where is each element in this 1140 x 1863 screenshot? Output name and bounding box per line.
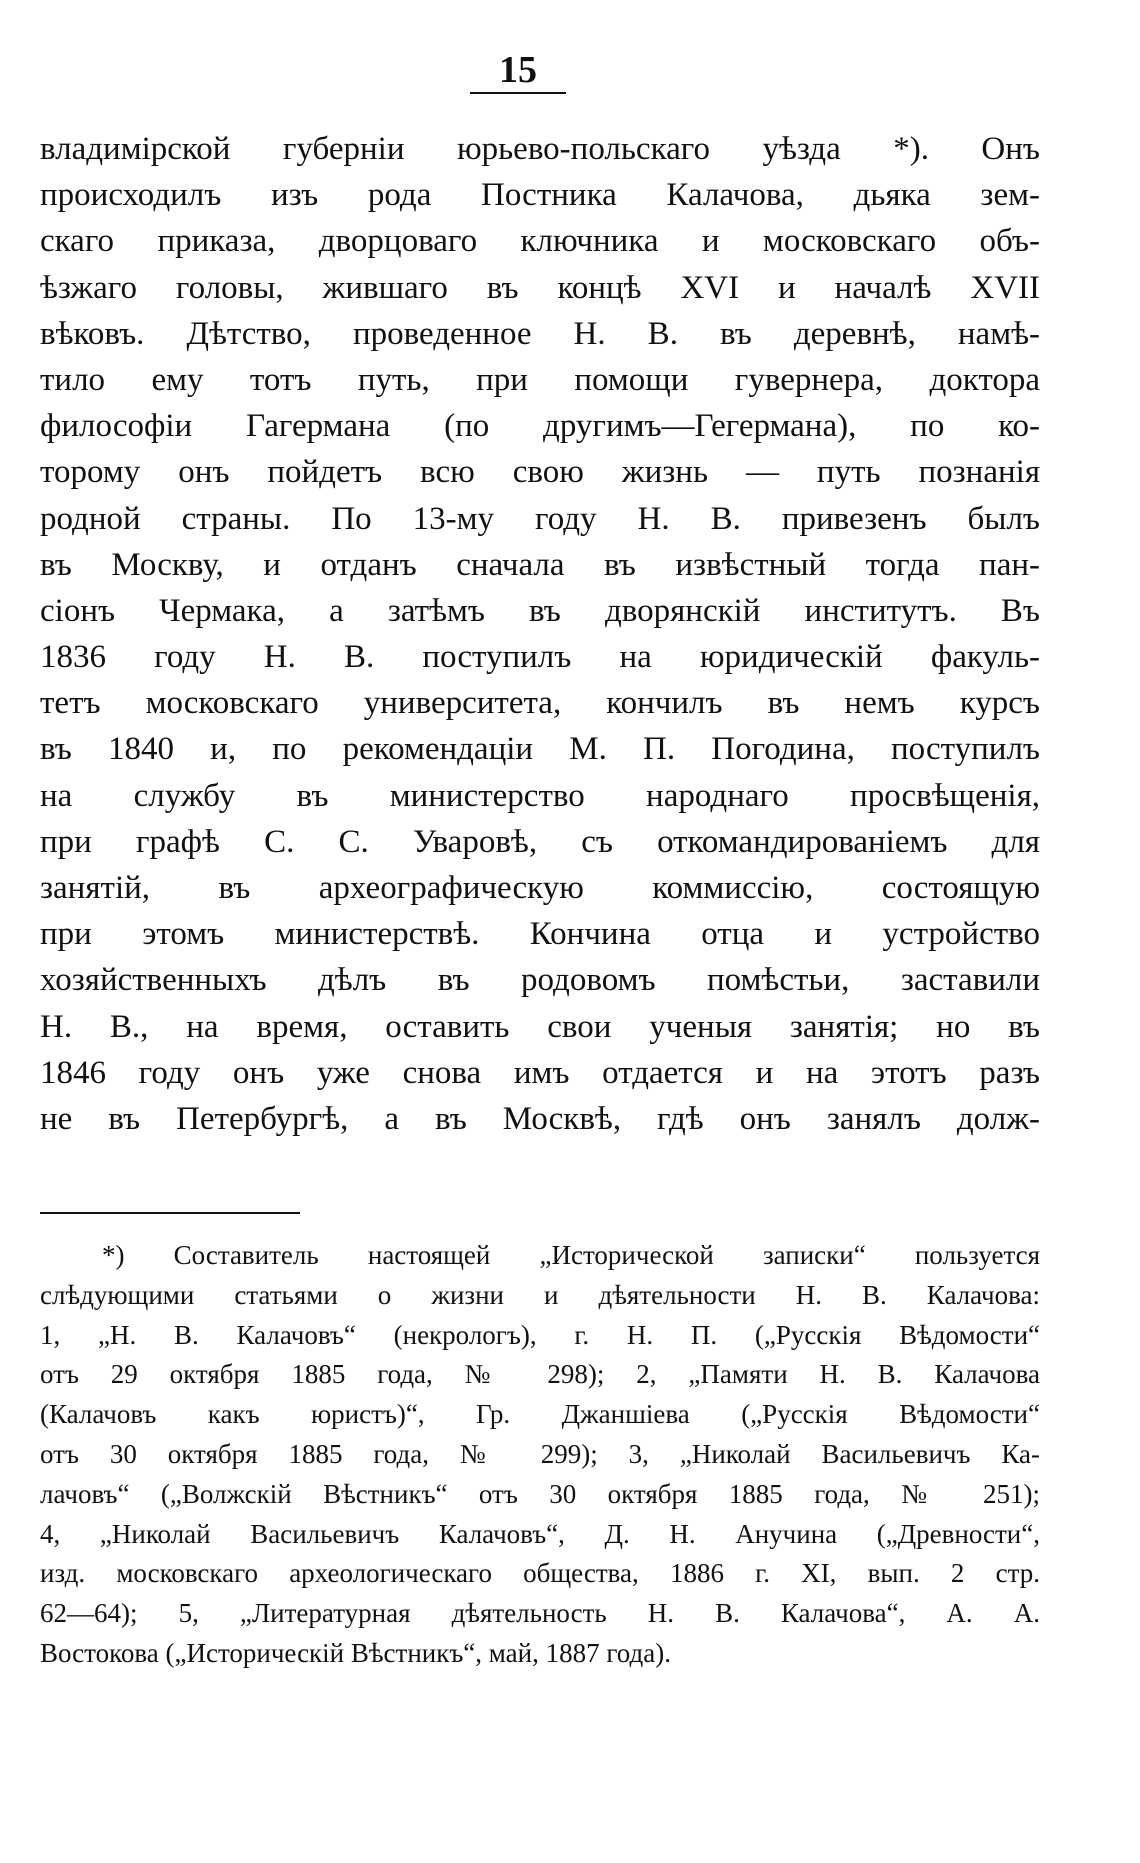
footnote-line: отъ 29 октября 1885 года, № 298); 2, „Памяти Н. В. Калачова (40, 1359, 1040, 1390)
footnote-line: изд. московскаго археологическаго общества, 1886 г. XI, вып. 2 стр. (40, 1558, 1040, 1589)
main-text (40, 126, 1040, 1142)
footnote (40, 1236, 1040, 1674)
text-line: торому онъ пойдетъ всю свою жизнь — путь познанія (40, 454, 1040, 491)
text-line: ѣзжаго головы, жившаго въ концѣ XVI и началѣ XVII (40, 269, 1040, 306)
footnote-line: Востокова („Историческій Вѣстникъ“, май, 1887 года). (40, 1637, 671, 1668)
text-line: владимірской губерніи юрьево-польскаго уѣзда *). Онъ (40, 131, 1040, 167)
text-line: происходилъ изъ рода Постника Калачова, дьяка зем- (40, 177, 1040, 214)
text-line: родной страны. По 13-му году Н. В. привезенъ былъ (40, 500, 1040, 537)
footnote-line: отъ 30 октября 1885 года, № 299); 3, „Николай Васильевичъ Ка- (40, 1438, 1040, 1469)
text-line: скаго приказа, дворцоваго ключника и московскаго объ- (40, 223, 1040, 260)
footnote-line: лачовъ“ („Волжскій Вѣстникъ“ отъ 30 октября 1885 года, № 251); (40, 1478, 1040, 1509)
text-line: сіонъ Чермака, а затѣмъ въ дворянскій институтъ. Въ (40, 592, 1040, 629)
text-line: въ Москву, и отданъ сначала въ извѣстный тогда пан- (40, 546, 1040, 583)
footnote-line: 62—64); 5, „Литературная дѣятельность Н. В. Калачова“, А. А. (40, 1598, 1040, 1629)
footnote-line: слѣдующими статьями о жизни и дѣятельности Н. В. Калачова: (40, 1279, 1040, 1310)
text-line: 1836 году Н. В. поступилъ на юридическій факуль- (40, 639, 1040, 676)
text-line: не въ Петербургѣ, а въ Москвѣ, гдѣ онъ занялъ долж- (40, 1100, 1040, 1137)
text-line: философіи Гагермана (по другимъ—Гегермана), по ко- (40, 408, 1040, 445)
footnote-line: 1, „Н. В. Калачовъ“ (некрологъ), г. Н. П. („Русскія Вѣдомости“ (40, 1319, 1040, 1350)
footnote-line: 4, „Николай Васильевичъ Калачовъ“, Д. Н. Анучина („Древности“, (40, 1518, 1040, 1549)
text-line: при графѣ С. С. Уваровѣ, съ откомандированіемъ для (40, 823, 1040, 860)
text-line: Н. В., на время, оставить свои ученыя занятія; но въ (40, 1008, 1040, 1045)
page-number: 15 (470, 50, 566, 94)
footnote-line: (Калачовъ какъ юристъ)“, Гр. Джаншіева („Русскія Вѣдомости“ (40, 1399, 1040, 1430)
text-line: при этомъ министерствѣ. Кончина отца и устройство (40, 916, 1040, 953)
text-line: на службу въ министерство народнаго просвѣщенія, (40, 777, 1040, 814)
text-line: въ 1840 и, по рекомендаціи М. П. Погодина, поступилъ (40, 731, 1040, 768)
text-line: тетъ московскаго университета, кончилъ въ немъ курсъ (40, 685, 1040, 722)
text-line: вѣковъ. Дѣтство, проведенное Н. В. въ деревнѣ, намѣ- (40, 315, 1040, 352)
footnote-line: *) Составитель настоящей „Исторической записки“ пользуется (102, 1240, 1040, 1270)
footnote-separator (40, 1212, 300, 1214)
text-line: 1846 году онъ уже снова имъ отдается и на этотъ разъ (40, 1054, 1040, 1091)
text-line: занятій, въ археографическую коммиссію, состоящую (40, 870, 1040, 906)
text-line: хозяйственныхъ дѣлъ въ родовомъ помѣстьи, заставили (40, 962, 1040, 999)
text-line: тило ему тотъ путь, при помощи гувернера, доктора (40, 361, 1040, 398)
